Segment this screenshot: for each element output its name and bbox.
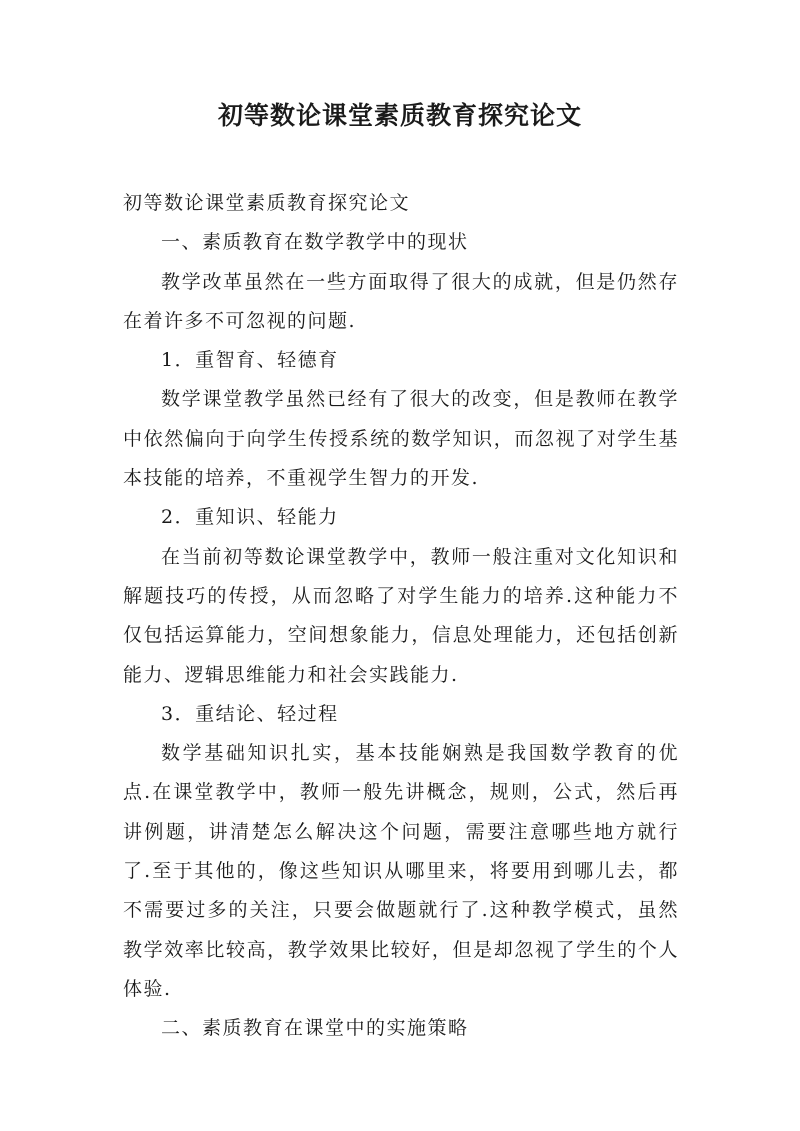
paragraph: 数学课堂教学虽然已经有了很大的改变，但是教师在教学中依然偏向于向学生传授系统的数学知识，而忽视了对学生基本技能的培养，不重视学生智力的开发. <box>123 388 679 490</box>
paragraph: 在当前初等数论课堂教学中，教师一般注重对文化知识和解题技巧的传授，从而忽略了对学生能力的培养.这种能力不仅包括运算能力，空间想象能力，信息处理能力，还包括创新能力、逻辑思维能力和社会实践能力. <box>123 545 679 686</box>
document-title: 初等数论课堂素质教育探究论文 <box>217 101 582 130</box>
document-body <box>123 184 679 1049</box>
subsection-heading-3: 3．重结论、轻过程 <box>161 702 339 725</box>
subsection-heading-2: 2．重知识、轻能力 <box>161 506 339 529</box>
section-heading-2: 二、素质教育在课堂中的实施策略 <box>161 1017 469 1040</box>
paragraph-subtitle: 初等数论课堂素质教育探究论文 <box>123 192 411 214</box>
paragraph: 数学基础知识扎实，基本技能娴熟是我国数学教育的优点.在课堂教学中，教师一般先讲概念，规则，公式，然后再讲例题，讲清楚怎么解决这个问题，需要注意哪些地方就行了.至于其他的，像这些知识从哪里来，将要用到哪儿去，都不需要过多的关注，只要会做题就行了.这种教学模式，虽然教学效率比较高，教学效果比较好，但是却忽视了学生的个人体验. <box>123 742 679 1000</box>
section-heading-1: 一、素质教育在数学教学中的现状 <box>161 231 469 254</box>
subsection-heading-1: 1．重智育、轻德育 <box>161 349 339 372</box>
paragraph: 教学改革虽然在一些方面取得了很大的成就，但是仍然存在着许多不可忽视的问题. <box>123 270 679 332</box>
